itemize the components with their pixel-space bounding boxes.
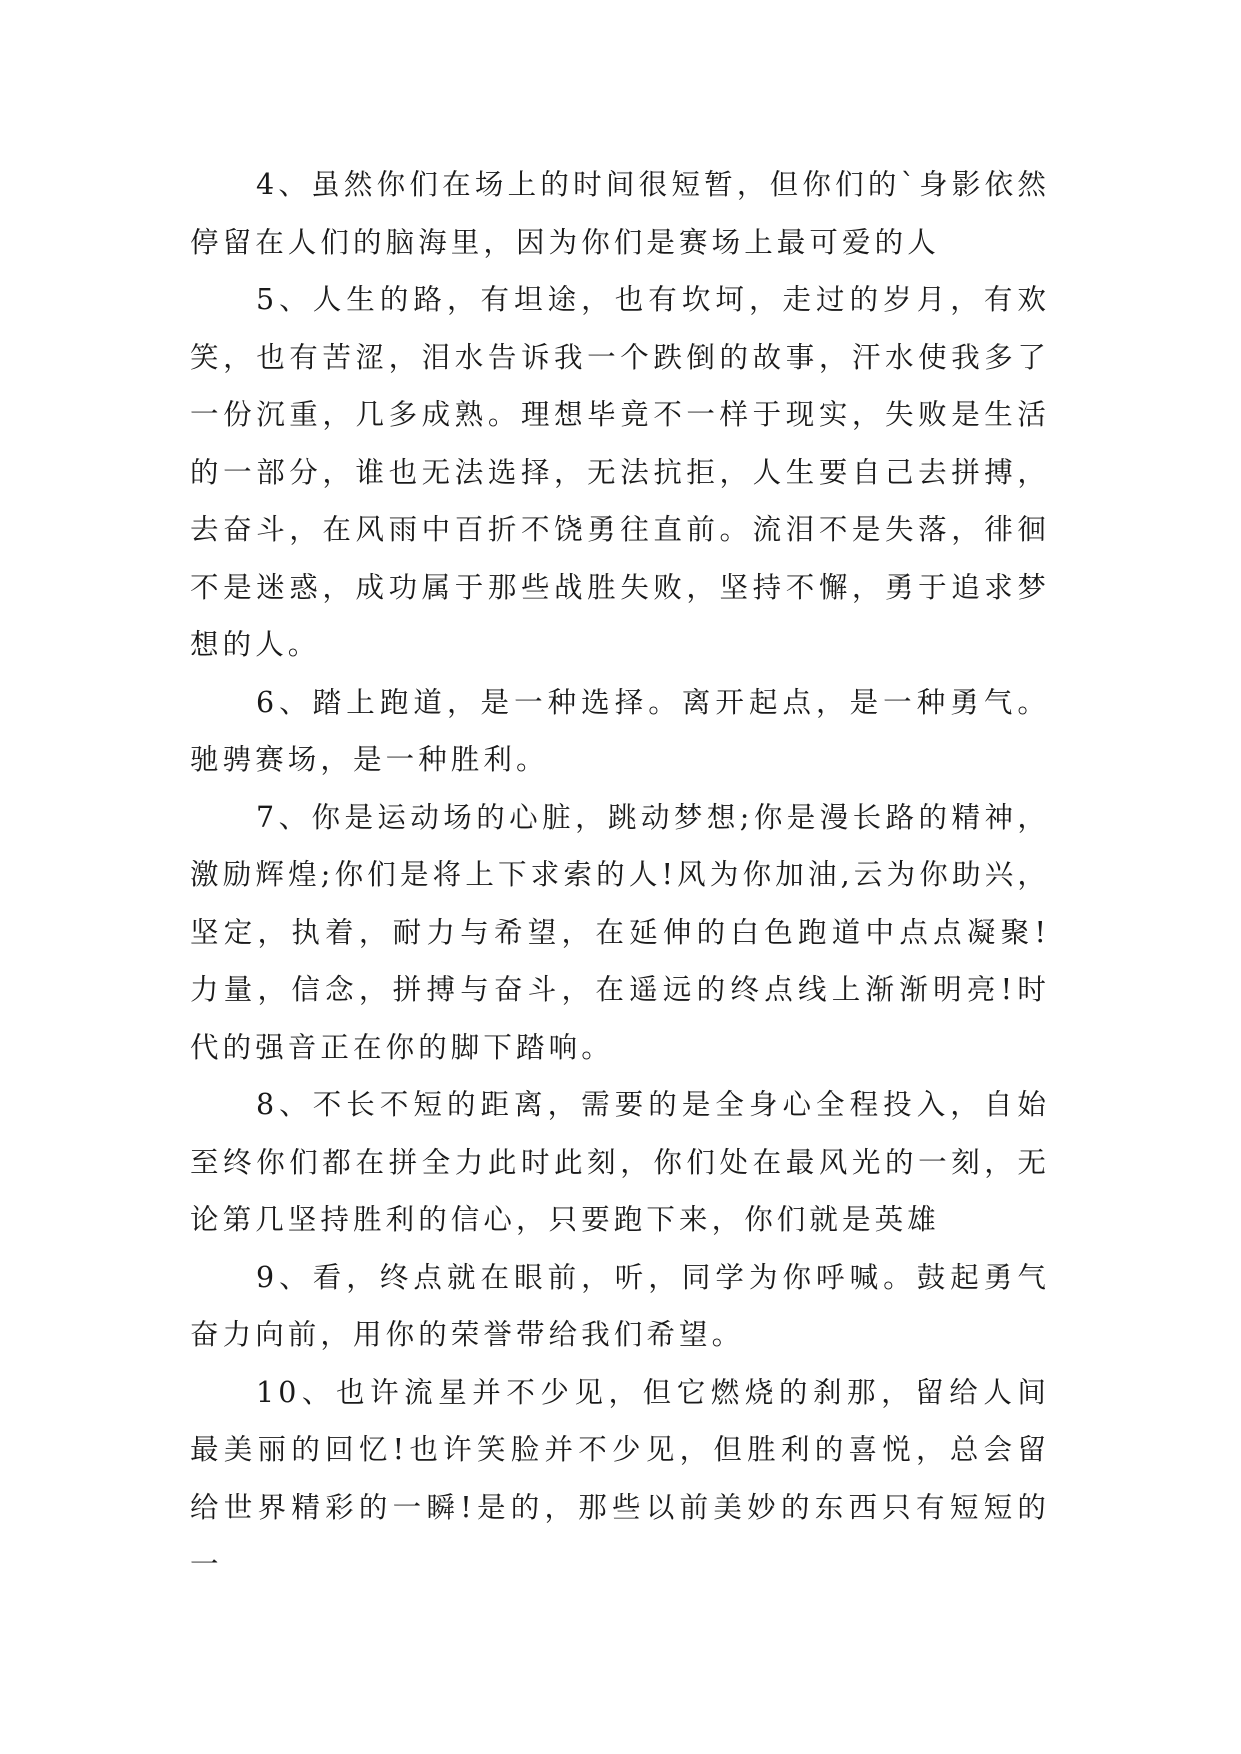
paragraph-8: 8、不长不短的距离，需要的是全身心全程投入，自始至终你们都在拼全力此时此刻，你们处在最风光的一刻，无论第几坚持胜利的信心，只要跑下来，你们就是英雄 (190, 1088, 1050, 1236)
paragraph-6: 6、踏上跑道，是一种选择。离开起点，是一种勇气。驰骋赛场，是一种胜利。 (190, 685, 1050, 776)
document-body (190, 156, 1050, 1594)
paragraph-10: 10、也许流星并不少见，但它燃烧的刹那，留给人间最美丽的回忆!也许笑脸并不少见，但胜利的喜悦，总会留给世界精彩的一瞬!是的，那些以前美妙的东西只有短短的一 (190, 1375, 1050, 1581)
paragraph-5: 5、人生的路，有坦途，也有坎坷，走过的岁月，有欢笑，也有苦涩，泪水告诉我一个跌倒的故事，汗水使我多了一份沉重，几多成熟。理想毕竟不一样于现实，失败是生活的一部分，谁也无法选择，无法抗拒，人生要自己去拼搏，去奋斗，在风雨中百折不饶勇往直前。流泪不是失落，徘徊不是迷惑，成功属于那些战胜失败，坚持不懈，勇于追求梦想的人。 (190, 283, 1050, 661)
paragraph-9: 9、看，终点就在眼前，听，同学为你呼喊。鼓起勇气奋力向前，用你的荣誉带给我们希望。 (190, 1260, 1050, 1351)
paragraph-7: 7、你是运动场的心脏，跳动梦想;你是漫长路的精神，激励辉煌;你们是将上下求索的人!风为你加油,云为你助兴，坚定，执着，耐力与希望，在延伸的白色跑道中点点凝聚!力量，信念，拼搏与奋斗，在遥远的终点线上渐渐明亮!时代的强音正在你的脚下踏响。 (190, 800, 1050, 1064)
paragraph-4: 4、虽然你们在场上的时间很短暂，但你们的`身影依然停留在人们的脑海里，因为你们是赛场上最可爱的人 (190, 168, 1050, 259)
